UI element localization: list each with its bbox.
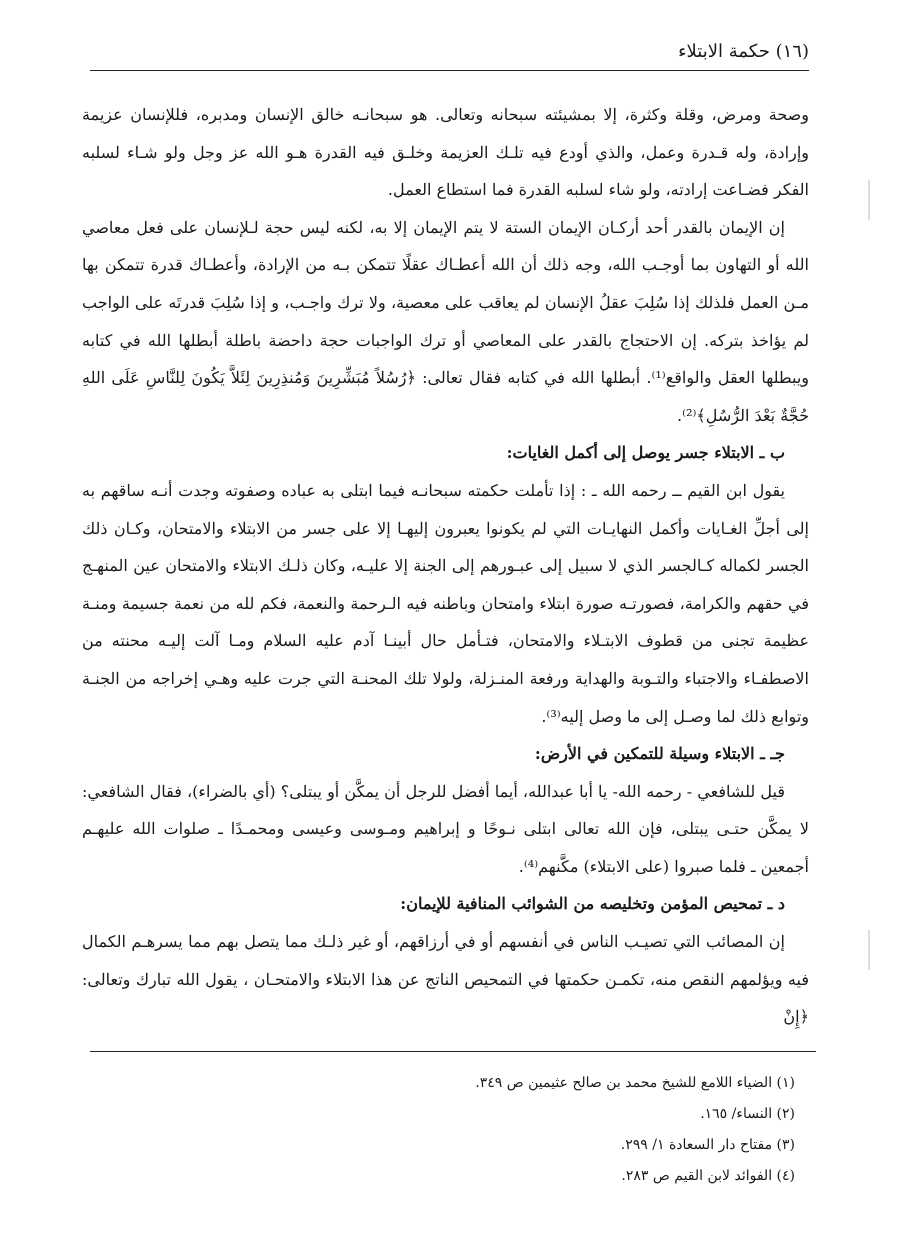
section-heading: ب ـ الابتلاء جسر يوصل إلى أكمل الغايات: bbox=[506, 443, 785, 463]
footnote: (٣) مفتاح دار السعادة ١/ ٢٩٩. bbox=[620, 1137, 795, 1153]
footnote: (٤) الفوائد لابن القيم ص ٢٨٣. bbox=[621, 1168, 795, 1184]
scan-margin-mark bbox=[868, 930, 870, 970]
footnote: (٢) النساء/ ١٦٥. bbox=[700, 1106, 795, 1122]
section-heading: د ـ تمحيص المؤمن وتخليصه من الشوائب المنافية للإيمان: bbox=[400, 894, 785, 914]
page-number: (١٦) bbox=[775, 41, 809, 62]
footnotes bbox=[90, 1068, 809, 1192]
page-body bbox=[82, 96, 809, 1036]
paragraph: يقول ابن القيم ــ رحمه الله ـ : إذا تأملت حكمته سبحانـه فيما ابتلى به عباده وصفوته وجدت أنـه ساقهم به إلى أجلِّ الغـايات وأكمل النهايـات التي لم يكونوا يعبرون إليهـا إلا على جسر من الابتلاء والامتحان، وكـان ذلك الجسر لكماله كـالجسر الذي لا سبيل إلى عبـورهم إلى الجنة إلا عليـه، وكان ذلـك الابتلاء والامتحان عين المنهـج في حقهم والكرامة، فصورتـه صورة ابتلاء وامتحان وباطنه فيه الـرحمة والنعمة، فكم لله من نعمة جسيمة ومنـة عظيمة تجنى من قطوف الابتـلاء والامتحان، فتـأمل حال أبينـا آدم عليه السلام ومـا آلت إليـه محنته من الاصطفـاء والاجتباء والتـوبة والهداية ورفعة المنـزلة، ولولا تلك المحنـة التي جرت عليه وهـي إخراجه من الجنـة وتوابع ذلك لما وصـل إلى ما وصل إليه⁽³⁾. bbox=[82, 480, 809, 726]
section-heading: جـ ـ الابتلاء وسيلة للتمكين في الأرض: bbox=[534, 744, 785, 764]
paragraph: إن المصائب التي تصيـب الناس في أنفسهم أو في أرزاقهم، أو غير ذلـك مما يتصل بهم مما يسرهـم الكمال فيه ويؤلمهم النقص منه، تكمـن حكمتها في التمحيص الناتج عن هذا الابتلاء والامتحـان ، يقول الله تبارك وتعالى: ﴿إِنْ bbox=[82, 932, 809, 1027]
paragraph: وصحة ومرض، وقلة وكثرة، إلا بمشيئته سبحانه وتعالى. هو سبحانـه خالق الإنسان ومدبره، فللإنسان عزيمة وإرادة، وله قـدرة وعمل، والذي أودع فيه تلـك العزيمة وخلـق فيه القدرة هـو الله عز وجل ولو شـاء لسلبه الفكر فضـاعت إرادته، ولو شاء لسلبه القدرة فما استطاع العمل. bbox=[82, 105, 809, 200]
footnote: (١) الضياء اللامع للشيخ محمد بن صالح عثيمين ص ٣٤٩. bbox=[475, 1075, 795, 1091]
paragraph: قيل للشافعي - رحمه الله- يا أبا عبدالله، أيما أفضل للرجل أن يمكَّن أو يبتلى؟ (أي بالضراء)، فقال الشافعي: لا يمكَّن حتـى يبتلى، فإن الله تعالى ابتلى نـوحًا و إبراهيم ومـوسى وعيسى ومحمـدًا ـ صلوات الله عليهـم أجمعين ـ فلما صبروا (على الابتلاء) مكَّنهم⁽⁴⁾. bbox=[82, 781, 809, 876]
page-header bbox=[90, 34, 809, 71]
footnote-divider bbox=[90, 1051, 816, 1052]
scan-margin-mark bbox=[868, 180, 870, 220]
paragraph: إن الإيمان بالقدر أحد أركـان الإيمان الستة لا يتم الإيمان إلا به، لكنه ليس حجة لـلإنسان على فعل معاصي الله أو التهاون بما أوجـب الله، وجه ذلك أن الله أعطـاك عقلًا تتمكن بـه من الإرادة، وأعطـاك قدرة تتمكن بها مـن العمل فلذلك إذا سُلِبَ عقلُ الإنسان لم يعاقب على معصية، ولا ترك واجـب، و إذا سُلِبَ قدرتَه على الواجب لم يؤاخذ بتركه. إن الاحتجاج بالقدر على المعاصي أو ترك الواجبات حجة داحضة باطلة أبطلها الله في كتابه ويبطلها العقل والواقع⁽¹⁾. أبطلها الله في كتابه فقال تعالى: ﴿رُسُلاً مُبَشِّرِينَ وَمُنذِرِينَ لِئَلاَّ يَكُونَ لِلنَّاسِ عَلَى اللهِ حُجَّةٌ بَعْدَ الرُّسُلِ﴾⁽²⁾. bbox=[82, 217, 810, 425]
running-title: حكمة الابتلاء bbox=[678, 41, 770, 62]
